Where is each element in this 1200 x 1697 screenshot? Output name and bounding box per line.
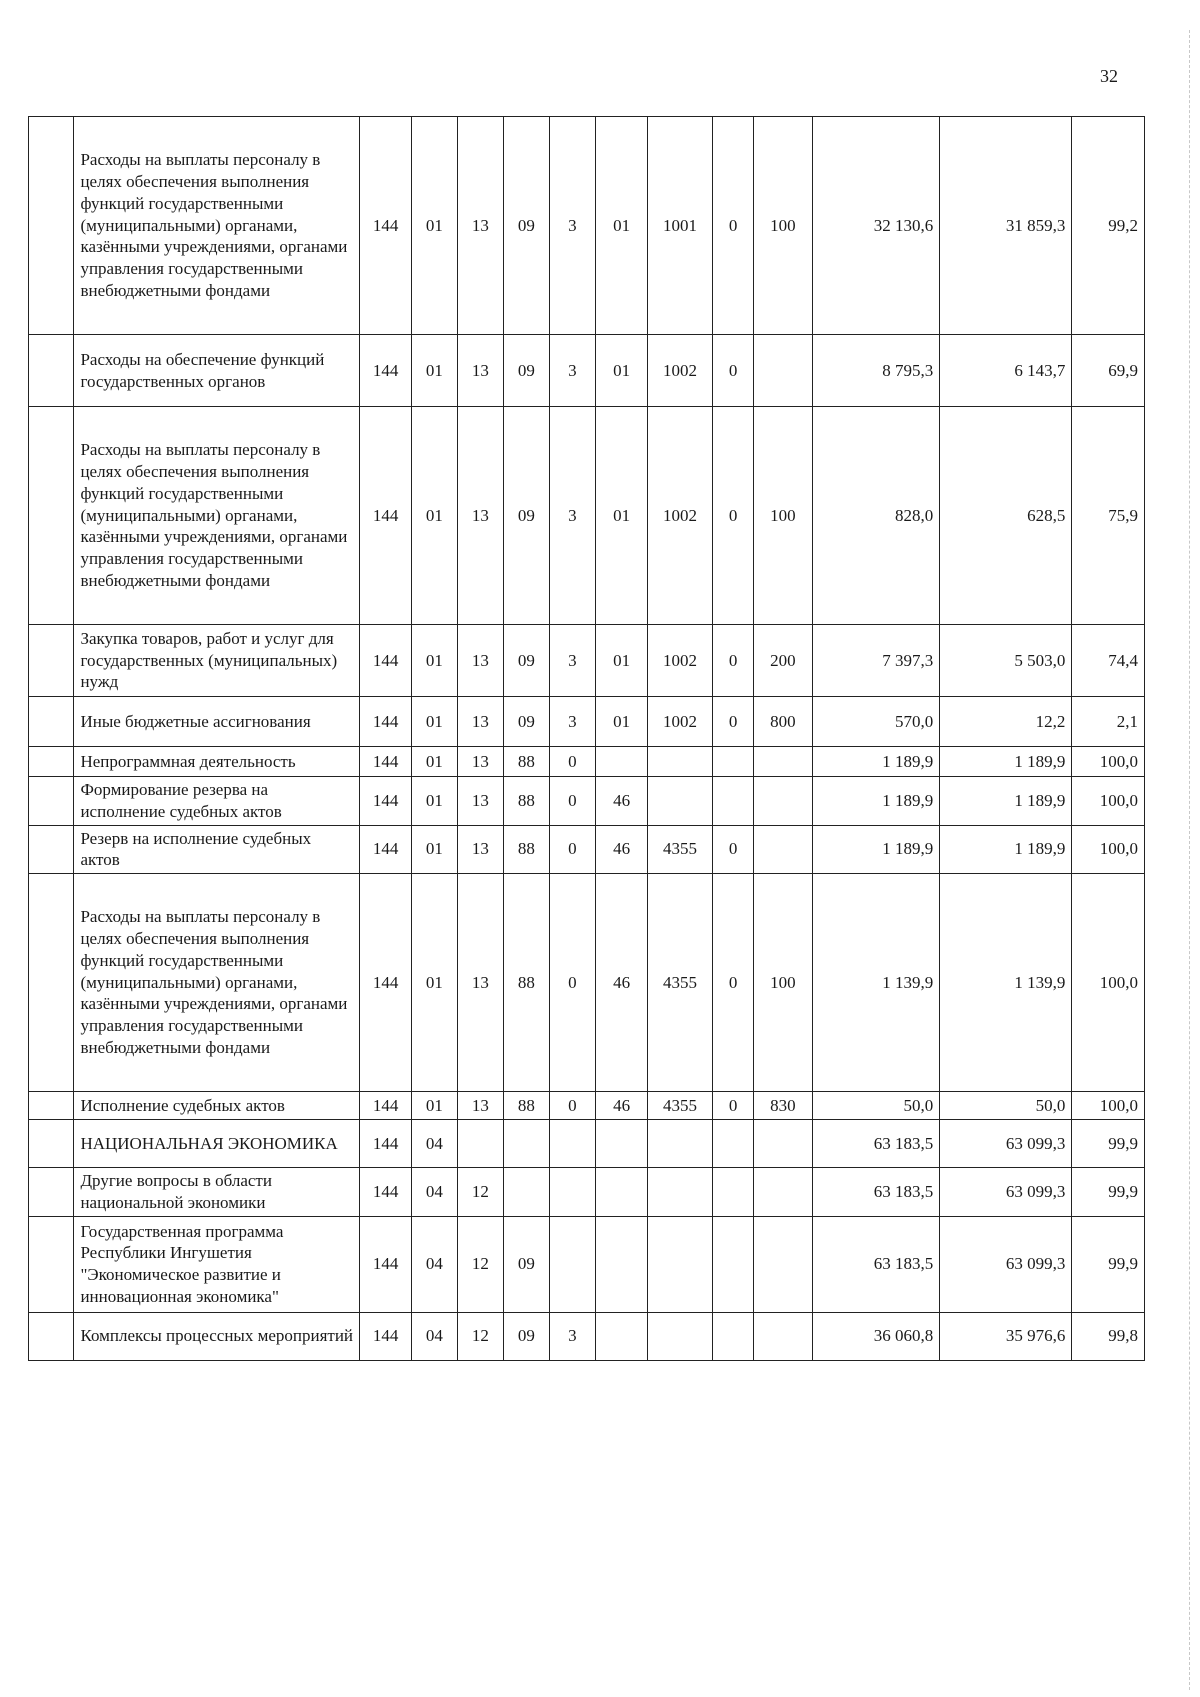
- row-code-c2: 01: [412, 117, 457, 335]
- row-plan-amount: 1 189,9: [812, 825, 940, 874]
- row-code-c6: 01: [596, 335, 648, 407]
- row-blank-cell: [29, 825, 74, 874]
- row-code-c3: 13: [457, 625, 504, 697]
- row-code-c3: 13: [457, 825, 504, 874]
- row-code-c5: 0: [549, 777, 596, 826]
- row-percent: 100,0: [1072, 777, 1145, 826]
- row-code-c3: 13: [457, 117, 504, 335]
- row-code-c1: 144: [360, 1168, 412, 1217]
- row-code-c7: 1002: [648, 407, 713, 625]
- table-row: [29, 1216, 1145, 1312]
- row-code-c9: [754, 1168, 812, 1217]
- row-code-c6: 01: [596, 625, 648, 697]
- row-code-c4: 09: [504, 697, 549, 747]
- row-name: Расходы на обеспечение функций государственных органов: [74, 335, 360, 407]
- row-name: Непрограммная деятельность: [74, 747, 360, 777]
- row-code-c6: 01: [596, 407, 648, 625]
- row-code-c4: 09: [504, 1216, 549, 1312]
- row-code-c1: 144: [360, 825, 412, 874]
- row-name: Иные бюджетные ассигнования: [74, 697, 360, 747]
- row-code-c1: 144: [360, 747, 412, 777]
- row-code-c1: 144: [360, 1120, 412, 1168]
- row-code-c2: 01: [412, 335, 457, 407]
- row-percent: 74,4: [1072, 625, 1145, 697]
- row-plan-amount: 1 139,9: [812, 874, 940, 1092]
- row-code-c7: [648, 1168, 713, 1217]
- table-row: [29, 1168, 1145, 1217]
- row-code-c1: 144: [360, 697, 412, 747]
- row-code-c8: 0: [713, 825, 754, 874]
- row-code-c8: [713, 1120, 754, 1168]
- row-code-c3: 12: [457, 1216, 504, 1312]
- row-code-c9: 200: [754, 625, 812, 697]
- row-code-c3: 13: [457, 407, 504, 625]
- row-blank-cell: [29, 747, 74, 777]
- row-code-c3: 13: [457, 874, 504, 1092]
- row-code-c4: 88: [504, 825, 549, 874]
- row-plan-amount: 63 183,5: [812, 1120, 940, 1168]
- row-percent: 100,0: [1072, 825, 1145, 874]
- row-code-c6: [596, 747, 648, 777]
- row-code-c7: [648, 1120, 713, 1168]
- row-code-c2: 04: [412, 1168, 457, 1217]
- row-code-c6: [596, 1216, 648, 1312]
- row-code-c8: [713, 1312, 754, 1360]
- row-code-c4: 88: [504, 1092, 549, 1120]
- row-percent: 100,0: [1072, 1092, 1145, 1120]
- row-code-c5: 0: [549, 825, 596, 874]
- row-code-c9: [754, 1312, 812, 1360]
- row-fact-amount: 63 099,3: [940, 1120, 1072, 1168]
- row-name: Другие вопросы в области национальной экономики: [74, 1168, 360, 1217]
- row-code-c7: 4355: [648, 874, 713, 1092]
- row-plan-amount: 1 189,9: [812, 747, 940, 777]
- row-code-c1: 144: [360, 874, 412, 1092]
- table-row: [29, 625, 1145, 697]
- row-percent: 69,9: [1072, 335, 1145, 407]
- row-code-c4: 88: [504, 874, 549, 1092]
- table-row: [29, 117, 1145, 335]
- row-code-c4: 09: [504, 407, 549, 625]
- row-code-c8: 0: [713, 625, 754, 697]
- row-code-c5: 3: [549, 407, 596, 625]
- row-fact-amount: 1 189,9: [940, 747, 1072, 777]
- row-name: Комплексы процессных мероприятий: [74, 1312, 360, 1360]
- row-code-c5: 0: [549, 1092, 596, 1120]
- row-code-c2: 04: [412, 1216, 457, 1312]
- row-code-c4: 09: [504, 1312, 549, 1360]
- row-blank-cell: [29, 1120, 74, 1168]
- row-code-c7: [648, 1216, 713, 1312]
- row-name: Резерв на исполнение судебных актов: [74, 825, 360, 874]
- row-code-c3: 12: [457, 1312, 504, 1360]
- row-code-c3: 13: [457, 697, 504, 747]
- table-row: [29, 1092, 1145, 1120]
- row-plan-amount: 570,0: [812, 697, 940, 747]
- row-code-c4: 09: [504, 625, 549, 697]
- table-row: [29, 407, 1145, 625]
- row-code-c9: 100: [754, 117, 812, 335]
- row-fact-amount: 12,2: [940, 697, 1072, 747]
- row-code-c2: 04: [412, 1120, 457, 1168]
- row-code-c3: 13: [457, 777, 504, 826]
- row-code-c6: 46: [596, 1092, 648, 1120]
- row-code-c5: 3: [549, 625, 596, 697]
- row-code-c9: [754, 747, 812, 777]
- row-plan-amount: 1 189,9: [812, 777, 940, 826]
- row-code-c5: [549, 1168, 596, 1217]
- row-percent: 75,9: [1072, 407, 1145, 625]
- row-code-c2: 04: [412, 1312, 457, 1360]
- row-code-c7: [648, 1312, 713, 1360]
- row-code-c8: [713, 1168, 754, 1217]
- budget-table: [28, 116, 1145, 1361]
- row-code-c6: 01: [596, 697, 648, 747]
- table-row: [29, 874, 1145, 1092]
- row-code-c7: 1002: [648, 697, 713, 747]
- page-edge-line: [1189, 30, 1190, 1690]
- row-code-c2: 01: [412, 777, 457, 826]
- row-code-c2: 01: [412, 747, 457, 777]
- row-code-c4: 09: [504, 335, 549, 407]
- table-row: [29, 747, 1145, 777]
- row-code-c8: 0: [713, 407, 754, 625]
- row-fact-amount: 35 976,6: [940, 1312, 1072, 1360]
- row-code-c4: 88: [504, 747, 549, 777]
- row-code-c8: [713, 777, 754, 826]
- row-code-c3: [457, 1120, 504, 1168]
- row-percent: 99,9: [1072, 1120, 1145, 1168]
- row-code-c8: 0: [713, 697, 754, 747]
- row-fact-amount: 63 099,3: [940, 1216, 1072, 1312]
- row-fact-amount: 1 189,9: [940, 777, 1072, 826]
- row-fact-amount: 6 143,7: [940, 335, 1072, 407]
- row-code-c7: 1001: [648, 117, 713, 335]
- table-row: [29, 697, 1145, 747]
- row-fact-amount: 31 859,3: [940, 117, 1072, 335]
- row-percent: 99,9: [1072, 1216, 1145, 1312]
- row-code-c8: 0: [713, 117, 754, 335]
- row-name: Расходы на выплаты персоналу в целях обеспечения выполнения функций государственными (муниципальными) органами, казёнными учреждениями, органами управления государственными внебюджетными фондами: [74, 117, 360, 335]
- row-code-c1: 144: [360, 777, 412, 826]
- row-code-c3: 13: [457, 747, 504, 777]
- row-blank-cell: [29, 1312, 74, 1360]
- row-percent: 99,2: [1072, 117, 1145, 335]
- row-percent: 99,9: [1072, 1168, 1145, 1217]
- row-blank-cell: [29, 625, 74, 697]
- row-blank-cell: [29, 117, 74, 335]
- row-code-c9: [754, 777, 812, 826]
- row-code-c4: [504, 1120, 549, 1168]
- row-blank-cell: [29, 1216, 74, 1312]
- row-blank-cell: [29, 1168, 74, 1217]
- table-row: [29, 777, 1145, 826]
- row-code-c6: [596, 1120, 648, 1168]
- row-name: Расходы на выплаты персоналу в целях обеспечения выполнения функций государственными (муниципальными) органами, казёнными учреждениями, органами управления государственными внебюджетными фондами: [74, 407, 360, 625]
- row-code-c9: [754, 1120, 812, 1168]
- row-code-c1: 144: [360, 1092, 412, 1120]
- row-code-c5: 3: [549, 335, 596, 407]
- row-blank-cell: [29, 407, 74, 625]
- row-code-c1: 144: [360, 407, 412, 625]
- row-code-c5: 0: [549, 747, 596, 777]
- row-code-c2: 01: [412, 1092, 457, 1120]
- row-code-c2: 01: [412, 874, 457, 1092]
- table-row: [29, 825, 1145, 874]
- row-fact-amount: 5 503,0: [940, 625, 1072, 697]
- row-code-c7: [648, 747, 713, 777]
- row-blank-cell: [29, 1092, 74, 1120]
- table-row: [29, 1120, 1145, 1168]
- row-code-c3: 13: [457, 335, 504, 407]
- row-code-c7: 1002: [648, 335, 713, 407]
- row-code-c2: 01: [412, 825, 457, 874]
- row-plan-amount: 828,0: [812, 407, 940, 625]
- row-code-c1: 144: [360, 1216, 412, 1312]
- row-code-c6: [596, 1312, 648, 1360]
- row-code-c7: 4355: [648, 825, 713, 874]
- row-code-c5: [549, 1120, 596, 1168]
- row-name: Государственная программа Республики Ингушетия "Экономическое развитие и инновационная экономика": [74, 1216, 360, 1312]
- row-blank-cell: [29, 697, 74, 747]
- row-code-c2: 01: [412, 407, 457, 625]
- row-plan-amount: 8 795,3: [812, 335, 940, 407]
- row-code-c9: 800: [754, 697, 812, 747]
- row-code-c9: [754, 335, 812, 407]
- row-plan-amount: 63 183,5: [812, 1216, 940, 1312]
- row-code-c1: 144: [360, 1312, 412, 1360]
- row-code-c1: 144: [360, 335, 412, 407]
- table-row: [29, 335, 1145, 407]
- row-blank-cell: [29, 874, 74, 1092]
- row-code-c7: 1002: [648, 625, 713, 697]
- row-code-c5: 3: [549, 117, 596, 335]
- row-code-c7: 4355: [648, 1092, 713, 1120]
- row-fact-amount: 63 099,3: [940, 1168, 1072, 1217]
- row-fact-amount: 628,5: [940, 407, 1072, 625]
- row-code-c5: 3: [549, 1312, 596, 1360]
- row-percent: 99,8: [1072, 1312, 1145, 1360]
- row-code-c6: 01: [596, 117, 648, 335]
- row-fact-amount: 1 139,9: [940, 874, 1072, 1092]
- row-code-c6: [596, 1168, 648, 1217]
- row-code-c4: [504, 1168, 549, 1217]
- row-plan-amount: 50,0: [812, 1092, 940, 1120]
- row-code-c2: 01: [412, 697, 457, 747]
- row-blank-cell: [29, 777, 74, 826]
- row-code-c6: 46: [596, 777, 648, 826]
- row-fact-amount: 1 189,9: [940, 825, 1072, 874]
- page-number: 32: [1100, 66, 1118, 86]
- row-plan-amount: 32 130,6: [812, 117, 940, 335]
- row-code-c5: [549, 1216, 596, 1312]
- row-code-c3: 12: [457, 1168, 504, 1217]
- row-code-c8: 0: [713, 335, 754, 407]
- table-row: [29, 1312, 1145, 1360]
- row-code-c7: [648, 777, 713, 826]
- row-code-c3: 13: [457, 1092, 504, 1120]
- row-percent: 100,0: [1072, 747, 1145, 777]
- row-code-c9: [754, 825, 812, 874]
- row-code-c1: 144: [360, 117, 412, 335]
- row-code-c4: 09: [504, 117, 549, 335]
- row-name: Расходы на выплаты персоналу в целях обеспечения выполнения функций государственными (муниципальными) органами, казёнными учреждениями, органами управления государственными внебюджетными фондами: [74, 874, 360, 1092]
- row-code-c8: 0: [713, 1092, 754, 1120]
- row-code-c1: 144: [360, 625, 412, 697]
- row-code-c4: 88: [504, 777, 549, 826]
- row-code-c2: 01: [412, 625, 457, 697]
- row-code-c8: [713, 1216, 754, 1312]
- row-percent: 100,0: [1072, 874, 1145, 1092]
- row-fact-amount: 50,0: [940, 1092, 1072, 1120]
- row-code-c8: [713, 747, 754, 777]
- row-code-c8: 0: [713, 874, 754, 1092]
- row-plan-amount: 7 397,3: [812, 625, 940, 697]
- row-code-c9: 100: [754, 874, 812, 1092]
- row-code-c9: [754, 1216, 812, 1312]
- row-plan-amount: 63 183,5: [812, 1168, 940, 1217]
- row-name: Исполнение судебных актов: [74, 1092, 360, 1120]
- row-percent: 2,1: [1072, 697, 1145, 747]
- row-name: НАЦИОНАЛЬНАЯ ЭКОНОМИКА: [74, 1120, 360, 1168]
- row-name: Закупка товаров, работ и услуг для государственных (муниципальных) нужд: [74, 625, 360, 697]
- row-code-c9: 100: [754, 407, 812, 625]
- row-code-c5: 0: [549, 874, 596, 1092]
- table-body: [29, 117, 1145, 1361]
- row-code-c6: 46: [596, 825, 648, 874]
- row-code-c6: 46: [596, 874, 648, 1092]
- row-name: Формирование резерва на исполнение судебных актов: [74, 777, 360, 826]
- row-code-c9: 830: [754, 1092, 812, 1120]
- row-plan-amount: 36 060,8: [812, 1312, 940, 1360]
- row-code-c5: 3: [549, 697, 596, 747]
- row-blank-cell: [29, 335, 74, 407]
